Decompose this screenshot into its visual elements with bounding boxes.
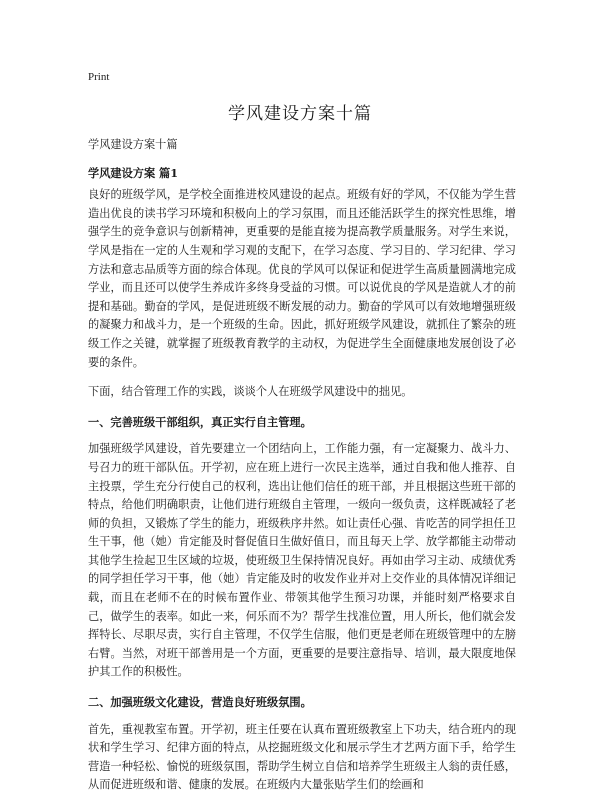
article-body (88, 136, 516, 806)
section-heading-1: 一、完善班级干部组织，真正实行自主管理。 (88, 414, 312, 429)
paragraph-intro: 良好的班级学风，是学校全面推进校风建设的起点。班级有好的学风，不仅能为学生营造出优良的读书学习环境和积极向上的学习氛围，而且还能活跃学生的探究性思维，增强学生的竞争意识与创新精神，更重要的是能直接为提高教学质量服务。对学生来说，学风是指在一定的人生观和学习观的支配下，在学习态度、学习目的、学习纪律、学习方法和意志品质等方面的综合体现。优良的学风可以保证和促进学生高质量圆满地完成学业，而且还可以使学生养成许多终身受益的习惯。可以说优良的学风是造就人才的前提和基础。勤奋的学风，是促进班级不断发展的动力。勤奋的学风可以有效地增强班级的凝聚力和战斗力，是一个班级的生命。因此，抓好班级学风建设，就抓住了繁杂的班级工作之关键，就掌握了班级教育教学的主动权，为促进学生全面健康地发展创设了必要的条件。 (88, 188, 516, 369)
document-subtitle: 学风建设方案十篇 (88, 138, 178, 151)
print-link[interactable]: Print (88, 71, 110, 83)
article-heading: 学风建设方案 篇1 (88, 165, 178, 180)
section-heading-2: 二、加强班级文化建设，营造良好班级氛围。 (88, 695, 312, 710)
paragraph-transition: 下面，结合管理工作的实践，谈谈个人在班级学风建设中的拙见。 (88, 385, 413, 399)
paragraph-section-1: 加强班级学风建设，首先要建立一个团结向上，工作能力强，有一定凝聚力、战斗力、号召力的班干部队伍。开学初，应在班上进行一次民主选举，通过自我和他人推荐、自主投票，学生充分行使自己的权利，选出让他们信任的班干部，并且根据这些班干部的特点，给他们明确职责，让他们进行班级自主管理，一级向一级负责，这样既减轻了老师的负担，又锻炼了学生的能力，班级秩序井然。如让责任心强、肯吃苦的同学担任卫生干事，他（她）肯定能及时督促值日生做好值日，而且每天上学、放学都能主动带动其他学生捡起卫生区域的垃圾，使班级卫生保持情况良好。再如由学习主动、成绩优秀的同学担任学习干事，他（她）肯定能及时的收发作业并对上交作业的具体情况详细记载，而且在老师不在的时候布置作业、带领其他学生预习功课，并能时刻严格要求自己，做学生的表率。如此一来，何乐而不为？帮学生找准位置，用人所长，他们就会发挥特长、尽职尽责，实行自主管理，不仅学生信服，他们更是老师在班级管理中的左膀右臂。当然，对班干部善用是一个方面，更重要的是要注意指导、培训，最大限度地保护其工作的积极性。 (88, 442, 516, 679)
page-title: 学风建设方案十篇 (228, 104, 372, 124)
paragraph-section-2: 首先，重视教室布置。开学初，班主任要在认真布置班级教室上下功夫，结合班内的现状和学生学习、纪律方面的特点，从挖掘班级文化和展示学生才艺两方面下手，给学生营造一种轻松、愉悦的班级氛围，帮助学生树立自信和培养学生班级主人翁的责任感，从而促进班级和谐、健康的发展。在班级内大量张贴学生们的绘画和 (88, 722, 516, 792)
